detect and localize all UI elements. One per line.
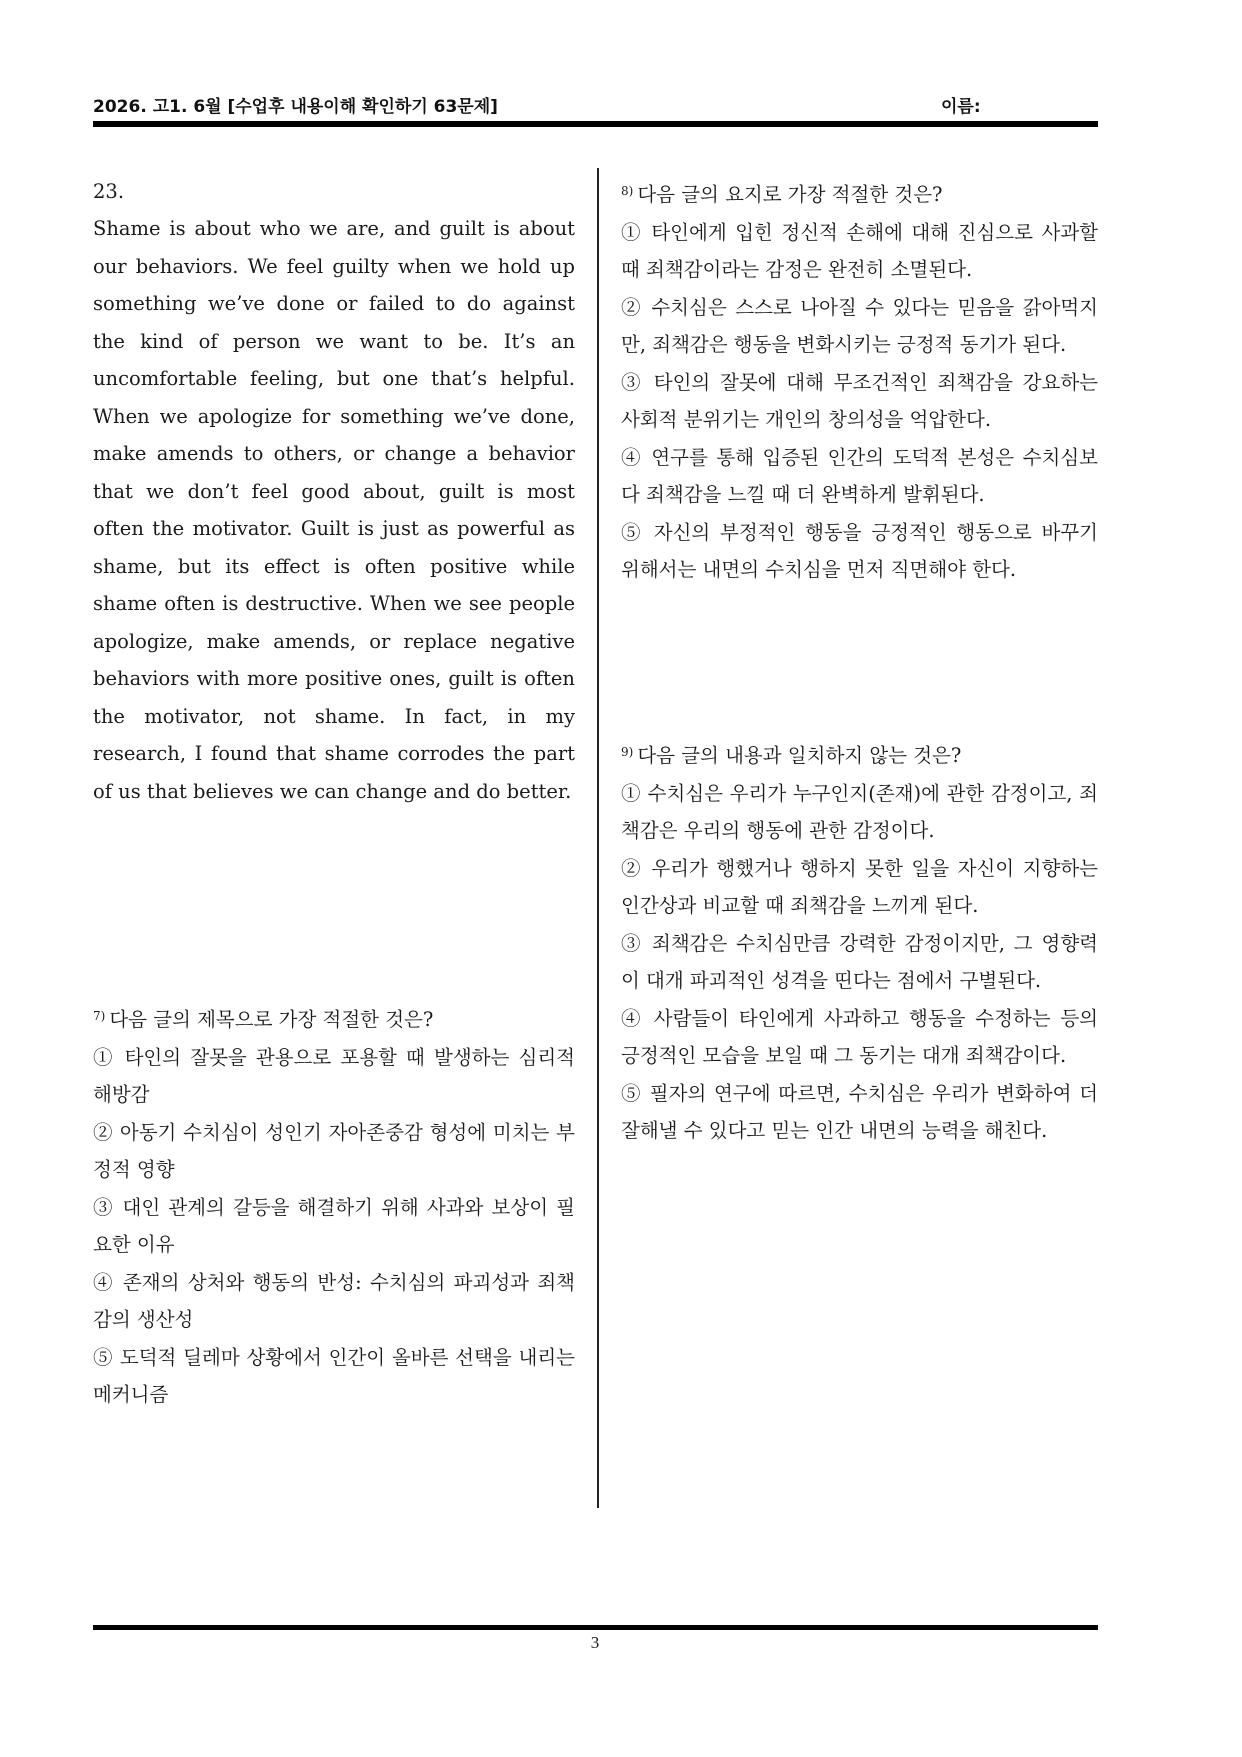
question-9 (621, 734, 1098, 1150)
question-prompt (621, 734, 1098, 775)
question-number: 7) (93, 1009, 106, 1023)
worksheet-title: 2026. 고1. 6월 [수업후 내용이해 확인하기 63문제] (93, 97, 498, 117)
option-4: ④ 존재의 상처와 행동의 반성: 수치심의 파괴성과 죄책감의 생산성 (93, 1270, 575, 1331)
option-5: ⑤ 도덕적 딜레마 상황에서 인간이 올바른 선택을 내리는 메커니즘 (93, 1345, 575, 1406)
page-header (93, 92, 1098, 116)
option-3: ③ 대인 관계의 갈등을 해결하기 위해 사과와 보상이 필요한 이유 (93, 1195, 575, 1256)
question-8 (621, 173, 1098, 589)
option-2: ② 수치심은 스스로 나아질 수 있다는 믿음을 갉아먹지만, 죄책감은 행동을 변화시키는 긍정적 동기가 된다. (621, 295, 1098, 356)
question-7 (93, 998, 575, 1414)
question-text: 다음 글의 요지로 가장 적절한 것은? (637, 183, 943, 206)
question-text: 다음 글의 내용과 일치하지 않는 것은? (637, 744, 962, 767)
question-prompt (621, 173, 1098, 214)
option-3: ③ 죄책감은 수치심만큼 강력한 감정이지만, 그 영향력이 대개 파괴적인 성격을 띤다는 점에서 구별된다. (621, 931, 1098, 992)
question-number: 9) (621, 745, 634, 759)
question-prompt (93, 998, 575, 1039)
header-rule (93, 121, 1098, 127)
option-2: ② 우리가 행했거나 행하지 못한 일을 자신이 지향하는 인간상과 비교할 때 죄책감을 느끼게 된다. (621, 856, 1098, 917)
option-1: ① 수치심은 우리가 누구인지(존재)에 관한 감정이고, 죄책감은 우리의 행동에 관한 감정이다. (621, 781, 1098, 842)
option-5: ⑤ 자신의 부정적인 행동을 긍정적인 행동으로 바꾸기 위해서는 내면의 수치심을 먼저 직면해야 한다. (621, 520, 1098, 581)
option-4: ④ 사람들이 타인에게 사과하고 행동을 수정하는 등의 긍정적인 모습을 보일 때 그 동기는 대개 죄책감이다. (621, 1006, 1098, 1067)
passage-text: Shame is about who we are, and guilt is about our behaviors. We feel guilty when we hold up something we’ve done or failed to do against the kind of person we want to be. It’s an uncomfortable feeling, but one that’s helpful. When we apologize for something we’ve done, make amends to others, or change a behavior that we don’t feel good about, guilt is most often the motivator. Guilt is just as powerful as shame, but its effect is often positive while shame often is destructive. When we see people apologize, make amends, or replace negative behaviors with more positive ones, guilt is often the motivator, not shame. In fact, in my research, I found that shame corrodes the part of us that believes we can change and do better. (93, 217, 575, 803)
column-divider (597, 168, 599, 1508)
option-1: ① 타인의 잘못을 관용으로 포용할 때 발생하는 심리적 해방감 (93, 1045, 575, 1106)
option-2: ② 아동기 수치심이 성인기 자아존중감 형성에 미치는 부정적 영향 (93, 1120, 575, 1181)
name-label: 이름: (941, 97, 981, 117)
option-4: ④ 연구를 통해 입증된 인간의 도덕적 본성은 수치심보다 죄책감을 느낄 때 더 완벽하게 발휘된다. (621, 445, 1098, 506)
question-number: 8) (621, 184, 634, 198)
option-5: ⑤ 필자의 연구에 따르면, 수치심은 우리가 변화하여 더 잘해낼 수 있다고 믿는 인간 내면의 능력을 해친다. (621, 1081, 1098, 1142)
option-1: ① 타인에게 입힌 정신적 손해에 대해 진심으로 사과할 때 죄책감이라는 감정은 완전히 소멸된다. (621, 220, 1098, 281)
question-text: 다음 글의 제목으로 가장 적절한 것은? (109, 1008, 434, 1031)
page-number: 3 (590, 1633, 600, 1652)
footer-rule (93, 1625, 1098, 1630)
option-3: ③ 타인의 잘못에 대해 무조건적인 죄책감을 강요하는 사회적 분위기는 개인의 창의성을 억압한다. (621, 370, 1098, 431)
passage-number: 23. (93, 180, 125, 203)
